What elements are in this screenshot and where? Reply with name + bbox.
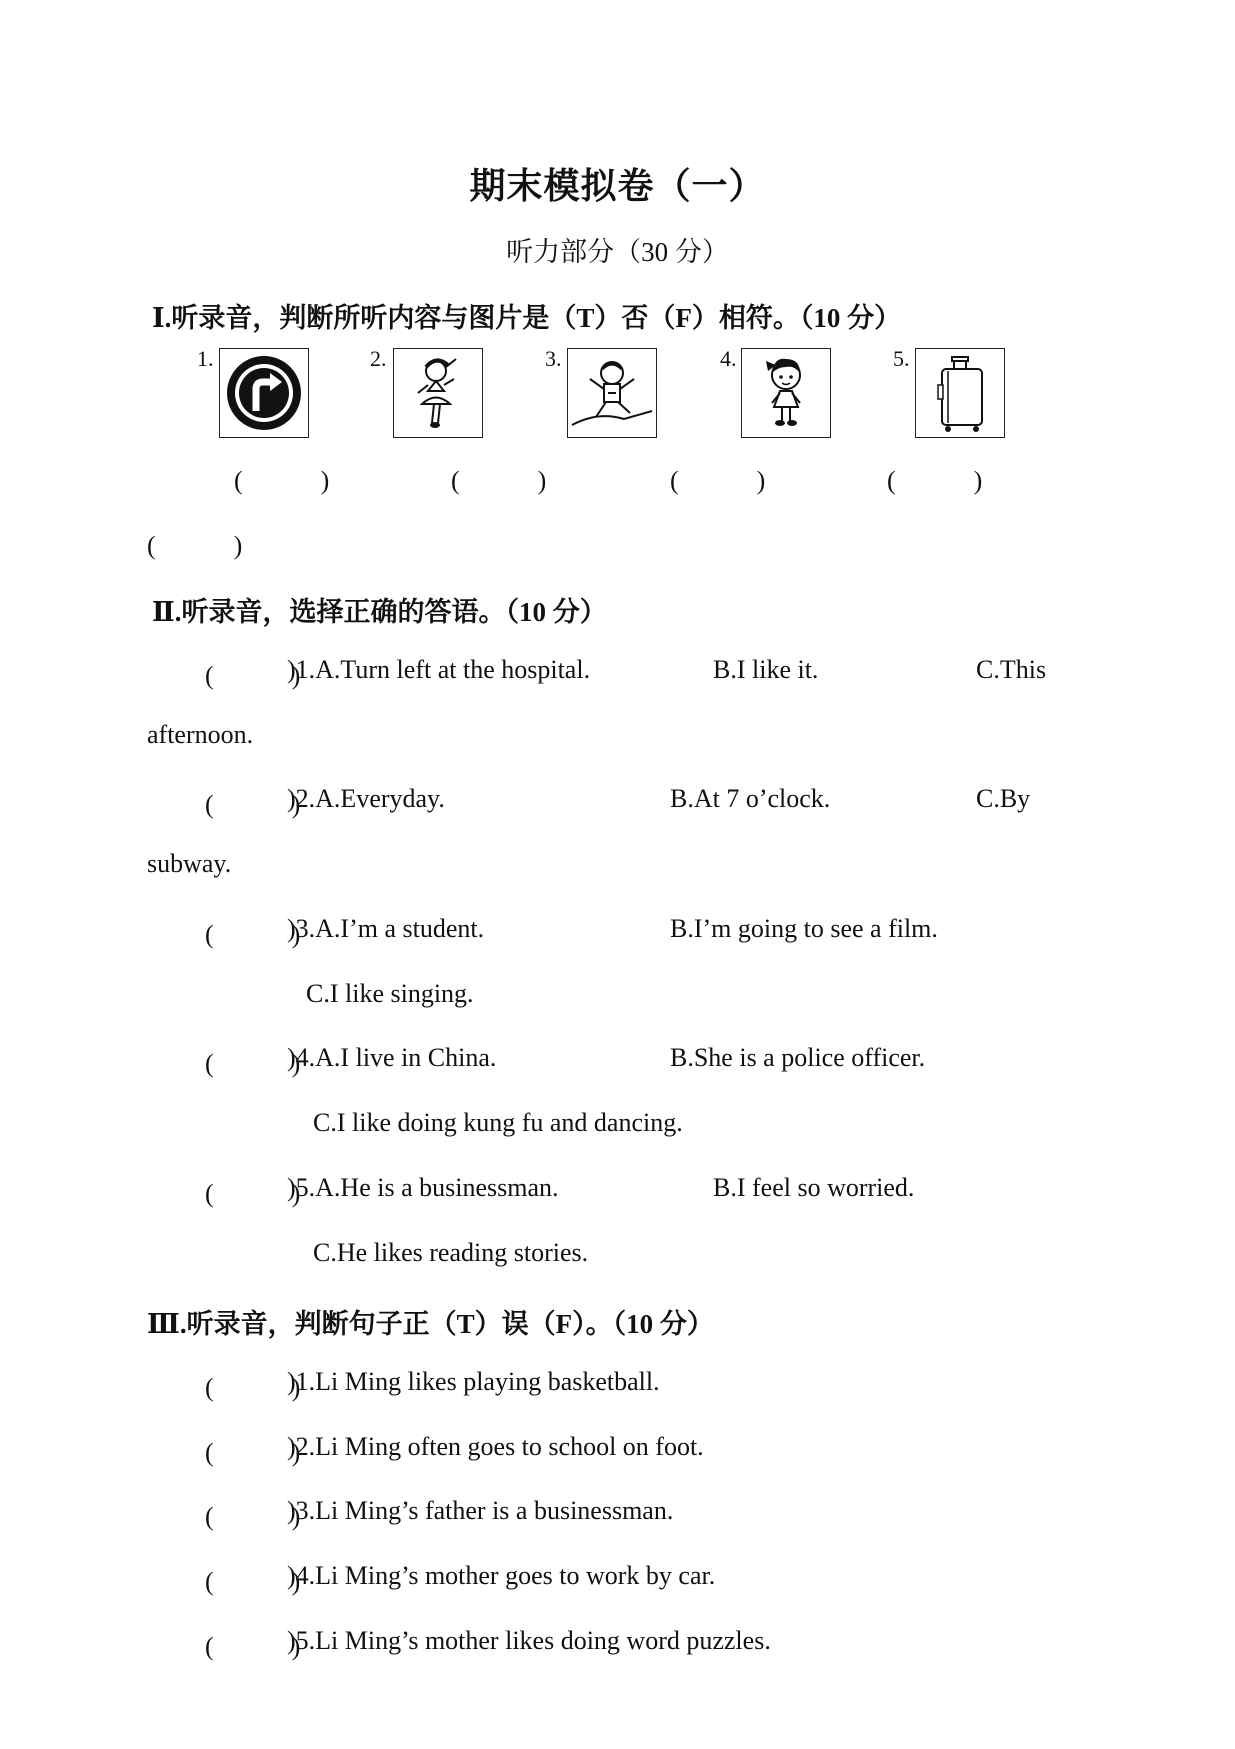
option-c: C.I like doing kung fu and dancing. — [313, 1108, 683, 1137]
option-a: )2.A.Everyday. — [287, 784, 445, 813]
page-title: 期末模拟卷（一） — [469, 166, 766, 206]
answer-blank[interactable]: ( ) — [205, 790, 301, 819]
option-a: )4.A.I live in China. — [287, 1043, 497, 1072]
statement: )3.Li Ming’s father is a businessman. — [287, 1496, 674, 1525]
girl-with-bow-icon — [742, 349, 830, 437]
page-subtitle: 听力部分（30 分） — [506, 237, 729, 267]
option-b: B.She is a police officer. — [670, 1043, 926, 1072]
section3-heading: Ⅲ.听录音，判断句子正（T）误（F）。（10 分） — [147, 1309, 714, 1339]
option-b: B.At 7 o’clock. — [670, 784, 831, 813]
option-c: C.I like singing. — [306, 979, 474, 1008]
option-c: C.By — [976, 784, 1031, 813]
picture-4 — [741, 348, 831, 438]
answer-blank-1[interactable]: ( ) — [234, 466, 330, 495]
option-a: )5.A.He is a businessman. — [287, 1173, 559, 1202]
picture-1 — [219, 348, 309, 438]
picture-number: 4. — [720, 346, 737, 371]
option-a: )3.A.I’m a student. — [287, 914, 485, 943]
statement: )2.Li Ming often goes to school on foot. — [287, 1432, 704, 1461]
option-b: B.I feel so worried. — [713, 1173, 915, 1202]
statement: )4.Li Ming’s mother goes to work by car. — [287, 1561, 716, 1590]
option-a: )1.A.Turn left at the hospital. — [287, 655, 591, 684]
answer-blank-4[interactable]: ( ) — [887, 466, 983, 495]
answer-blank[interactable]: ( ) — [205, 1502, 301, 1531]
option-c-continued: subway. — [147, 849, 232, 878]
statement: )5.Li Ming’s mother likes doing word puzzles. — [287, 1626, 771, 1655]
option-b: B.I’m going to see a film. — [670, 914, 938, 943]
dancing-girl-icon — [394, 349, 482, 437]
picture-number: 3. — [545, 346, 562, 371]
section1-heading: Ⅰ.听录音，判断所听内容与图片是（T）否（F）相符。（10 分） — [152, 303, 902, 333]
statement: )1.Li Ming likes playing basketball. — [287, 1367, 660, 1396]
option-b: B.I like it. — [713, 655, 819, 684]
kungfu-boy-icon — [568, 349, 656, 437]
answer-blank[interactable]: ( ) — [205, 1632, 301, 1661]
answer-blank[interactable]: ( ) — [205, 1373, 301, 1402]
picture-number: 2. — [370, 346, 387, 371]
picture-number: 5. — [893, 346, 910, 371]
answer-blank[interactable]: ( ) — [205, 1179, 301, 1208]
picture-2 — [393, 348, 483, 438]
answer-blank-3[interactable]: ( ) — [670, 466, 766, 495]
answer-blank-2[interactable]: ( ) — [451, 466, 547, 495]
answer-blank[interactable]: ( ) — [205, 920, 301, 949]
option-c: C.This — [976, 655, 1047, 684]
option-c-continued: afternoon. — [147, 720, 254, 749]
answer-blank[interactable]: ( ) — [205, 1049, 301, 1078]
turn-right-sign-icon — [220, 349, 308, 437]
answer-blank[interactable]: ( ) — [205, 661, 301, 690]
section2-heading: Ⅱ.听录音，选择正确的答语。（10 分） — [152, 597, 607, 627]
answer-blank[interactable]: ( ) — [205, 1438, 301, 1467]
picture-5 — [915, 348, 1005, 438]
suitcase-icon — [916, 349, 1004, 437]
answer-blank[interactable]: ( ) — [205, 1567, 301, 1596]
picture-3 — [567, 348, 657, 438]
answer-blank-5[interactable]: ( ) — [147, 531, 243, 560]
option-c: C.He likes reading stories. — [313, 1238, 589, 1267]
picture-number: 1. — [197, 346, 214, 371]
